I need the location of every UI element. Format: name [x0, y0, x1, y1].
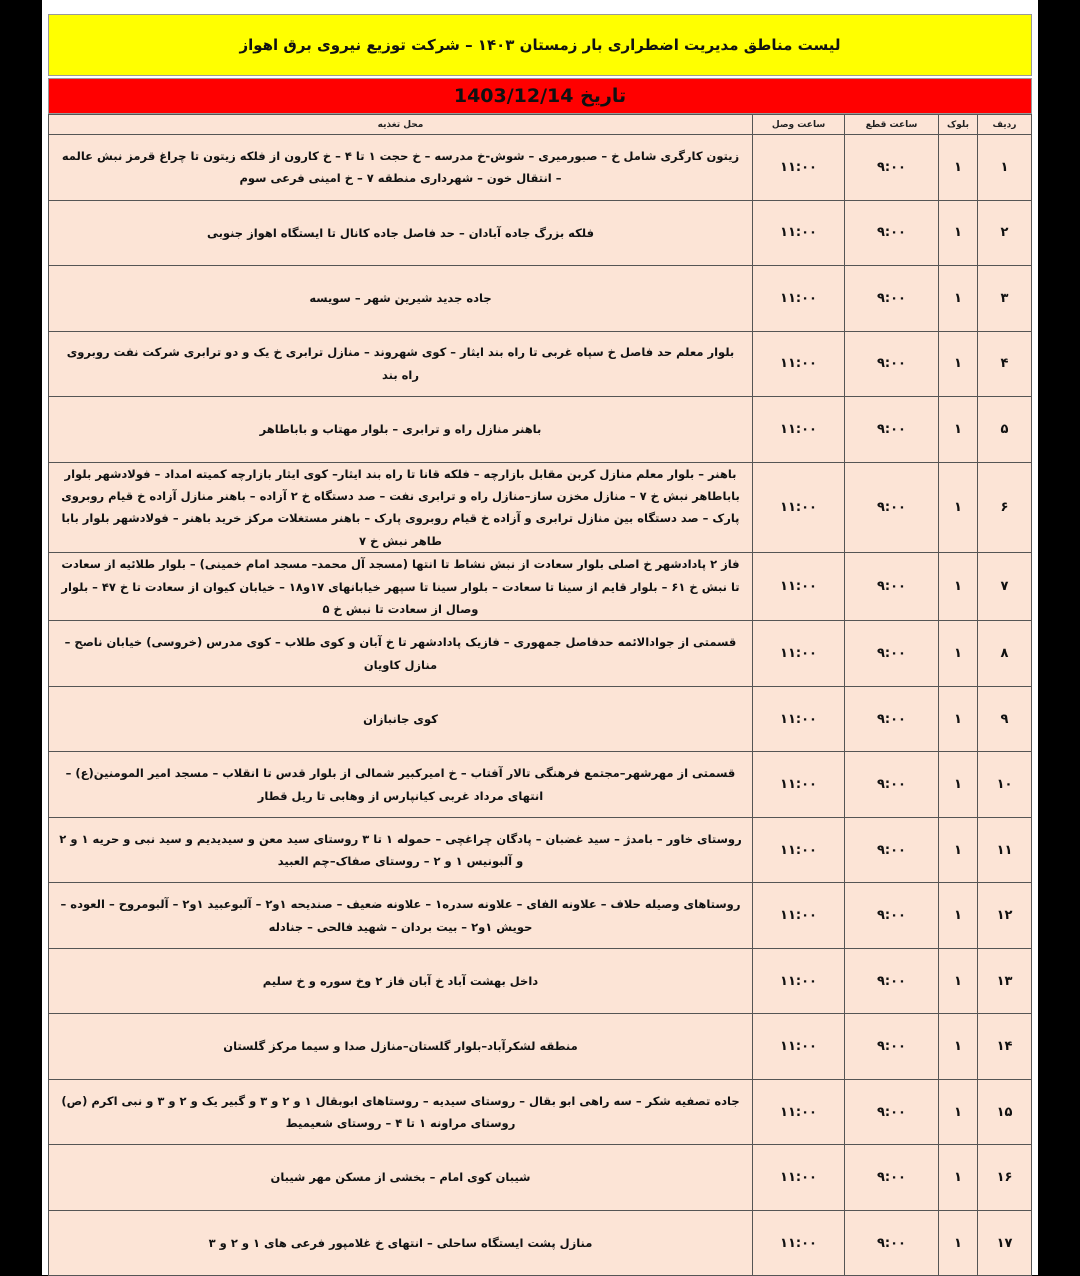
connect-time-cell: ۱۱:۰۰	[753, 331, 845, 397]
row-number-cell: ۳	[978, 266, 1032, 332]
block-cell: ۱	[939, 266, 978, 332]
area-cell: بلوار معلم حد فاصل خ سپاه غربی تا راه بند ایثار – کوی شهروند – منازل ترابری خ یک و دو ترابری شرکت نفت روبروی راه بند	[49, 331, 753, 397]
row-number-cell: ۱	[978, 135, 1032, 201]
connect-time-cell: ۱۱:۰۰	[753, 462, 845, 553]
cut-time-cell: ۹:۰۰	[845, 1079, 939, 1145]
page-title	[48, 14, 1032, 76]
connect-time-cell: ۱۱:۰۰	[753, 266, 845, 332]
block-cell: ۱	[939, 621, 978, 687]
page-title-text: لیست مناطق مدیریت اضطراری بار زمستان ۱۴۰۳ – شرکت توزیع نیروی برق اهواز	[239, 36, 841, 54]
row-number-cell: ۱۶	[978, 1145, 1032, 1211]
row-number-cell: ۸	[978, 621, 1032, 687]
table-row	[49, 948, 1032, 1014]
cut-time-cell: ۹:۰۰	[845, 621, 939, 687]
cut-time-cell: ۹:۰۰	[845, 331, 939, 397]
area-cell: شیبان کوی امام – بخشی از مسکن مهر شیبان	[49, 1145, 753, 1211]
cut-time-cell: ۹:۰۰	[845, 266, 939, 332]
block-cell: ۱	[939, 397, 978, 463]
table-row	[49, 331, 1032, 397]
block-cell: ۱	[939, 1079, 978, 1145]
table-row	[49, 686, 1032, 752]
table-row	[49, 752, 1032, 818]
table-row	[49, 462, 1032, 553]
table-row	[49, 200, 1032, 266]
outage-table	[48, 114, 1032, 1276]
connect-time-cell: ۱۱:۰۰	[753, 553, 845, 621]
row-number-cell: ۱۱	[978, 817, 1032, 883]
connect-time-cell: ۱۱:۰۰	[753, 1145, 845, 1211]
row-number-cell: ۱۲	[978, 883, 1032, 949]
connect-time-cell: ۱۱:۰۰	[753, 1210, 845, 1276]
area-cell: باهنر – بلوار معلم منازل کربن مقابل بازارچه – فلکه قانا تا راه بند ایثار– کوی ایثار بازارچه کمیته امداد – فولادشهر بلوار باباطاهر نبش خ ۷ – منازل مخزن ساز–منازل راه و ترابری نفت – صد دستگاه خ ۲ آزاده – باهنر منازل آزاده خ قیام روبروی پارک – صد دستگاه بین منازل ترابری و آزاده خ قیام روبروی پارک – باهنر مستغلات مرکز خرید باهنر – فولادشهر بلوار بابا طاهر نبش خ ۷	[49, 462, 753, 553]
header-connect-time: ساعت وصل	[753, 115, 845, 135]
table-row	[49, 1210, 1032, 1276]
table-row	[49, 621, 1032, 687]
row-number-cell: ۷	[978, 553, 1032, 621]
connect-time-cell: ۱۱:۰۰	[753, 1014, 845, 1080]
header-cut-time: ساعت قطع	[845, 115, 939, 135]
row-number-cell: ۲	[978, 200, 1032, 266]
table-body	[49, 135, 1032, 1276]
table-row	[49, 883, 1032, 949]
header-block: بلوک	[939, 115, 978, 135]
row-number-cell: ۱۵	[978, 1079, 1032, 1145]
row-number-cell: ۱۰	[978, 752, 1032, 818]
table-row	[49, 397, 1032, 463]
connect-time-cell: ۱۱:۰۰	[753, 1079, 845, 1145]
row-number-cell: ۵	[978, 397, 1032, 463]
header-area: محل تغذیه	[49, 115, 753, 135]
block-cell: ۱	[939, 752, 978, 818]
area-cell: قسمتی از جوادالائمه حدفاصل جمهوری – فازیک پادادشهر تا خ آبان و کوی طلاب – کوی مدرس (خروسی) خیابان ناصح – منازل کاویان	[49, 621, 753, 687]
area-cell: زیتون کارگری شامل خ – صبورمیری – شوش-خ مدرسه – خ حجت ۱ تا ۴ – خ کارون از فلکه زیتون تا چراغ قرمز نبش عالمه – انتقال خون – شهرداری منطقه ۷ – خ امینی فرعی سوم	[49, 135, 753, 201]
table-row	[49, 266, 1032, 332]
table-row	[49, 135, 1032, 201]
date-banner	[48, 78, 1032, 114]
block-cell: ۱	[939, 135, 978, 201]
cut-time-cell: ۹:۰۰	[845, 553, 939, 621]
row-number-cell: ۱۴	[978, 1014, 1032, 1080]
cut-time-cell: ۹:۰۰	[845, 1145, 939, 1211]
area-cell: روستاهای وصیله حلاف – علاونه الفای – علاونه سدره۱ – علاونه ضعیف – صندیحه ۱و۲ – آلبوعبید ۱و۲ – آلبومروح – العوده – حویش ۱و۲ – بیت بردان – شهید فالحی – جنادله	[49, 883, 753, 949]
block-cell: ۱	[939, 331, 978, 397]
date-text: تاریخ 1403/12/14	[453, 85, 627, 107]
connect-time-cell: ۱۱:۰۰	[753, 397, 845, 463]
area-cell: داخل بهشت آباد خ آبان فاز ۲ وخ سوره و خ سلیم	[49, 948, 753, 1014]
connect-time-cell: ۱۱:۰۰	[753, 752, 845, 818]
connect-time-cell: ۱۱:۰۰	[753, 686, 845, 752]
area-cell: فلکه بزرگ جاده آبادان – حد فاصل جاده کانال تا ایستگاه اهواز جنوبی	[49, 200, 753, 266]
block-cell: ۱	[939, 1210, 978, 1276]
table-row	[49, 553, 1032, 621]
table-row	[49, 1079, 1032, 1145]
area-cell: قسمتی از مهرشهر–مجتمع فرهنگی تالار آفتاب – خ امیرکبیر شمالی از بلوار قدس تا انقلاب – مسجد امیر المومنین(ع) – انتهای مرداد غربی کیانپارس از وهابی تا ریل قطار	[49, 752, 753, 818]
cut-time-cell: ۹:۰۰	[845, 397, 939, 463]
block-cell: ۱	[939, 1145, 978, 1211]
area-cell: جاده جدید شیرین شهر – سویسه	[49, 266, 753, 332]
area-cell: روستای خاور – بامدژ – سید غضبان – پادگان چراغچی – حموله ۱ تا ۳ روستای سید معن و سیدیدیم و سید نبی و حریه ۱ و ۲ و آلبونیس ۱ و ۲ – روستای صفاک–چم العبید	[49, 817, 753, 883]
block-cell: ۱	[939, 686, 978, 752]
block-cell: ۱	[939, 817, 978, 883]
connect-time-cell: ۱۱:۰۰	[753, 948, 845, 1014]
row-number-cell: ۶	[978, 462, 1032, 553]
block-cell: ۱	[939, 462, 978, 553]
block-cell: ۱	[939, 883, 978, 949]
cut-time-cell: ۹:۰۰	[845, 948, 939, 1014]
area-cell: منازل پشت ایستگاه ساحلی – انتهای خ غلامپور فرعی های ۱ و ۲ و ۳	[49, 1210, 753, 1276]
area-cell: منطقه لشکرآباد–بلوار گلستان–منازل صدا و سیما مرکز گلستان	[49, 1014, 753, 1080]
block-cell: ۱	[939, 200, 978, 266]
block-cell: ۱	[939, 948, 978, 1014]
table-row	[49, 817, 1032, 883]
row-number-cell: ۱۷	[978, 1210, 1032, 1276]
cut-time-cell: ۹:۰۰	[845, 752, 939, 818]
cut-time-cell: ۹:۰۰	[845, 462, 939, 553]
row-number-cell: ۴	[978, 331, 1032, 397]
cut-time-cell: ۹:۰۰	[845, 200, 939, 266]
block-cell: ۱	[939, 553, 978, 621]
connect-time-cell: ۱۱:۰۰	[753, 883, 845, 949]
cut-time-cell: ۹:۰۰	[845, 1210, 939, 1276]
table-header-row	[49, 115, 1032, 135]
area-cell: کوی جانبازان	[49, 686, 753, 752]
cut-time-cell: ۹:۰۰	[845, 817, 939, 883]
connect-time-cell: ۱۱:۰۰	[753, 817, 845, 883]
table-row	[49, 1145, 1032, 1211]
block-cell: ۱	[939, 1014, 978, 1080]
connect-time-cell: ۱۱:۰۰	[753, 135, 845, 201]
row-number-cell: ۹	[978, 686, 1032, 752]
schedule-sheet	[42, 0, 1038, 1275]
connect-time-cell: ۱۱:۰۰	[753, 621, 845, 687]
header-row-number: ردیف	[978, 115, 1032, 135]
row-number-cell: ۱۳	[978, 948, 1032, 1014]
area-cell: فاز ۲ پادادشهر خ اصلی بلوار سعادت از نبش نشاط تا انتها (مسجد آل محمد– مسجد امام خمینی) – بلوار طلائیه از سعادت تا نبش خ ۶۱ – بلوار قایم از سینا تا سعادت – بلوار سینا تا سپهر خیابانهای ۱۷و۱۸ – خیابان کیوان از سعادت تا خ ۴۷ – بلوار وصال از سعادت تا نبش خ ۵	[49, 553, 753, 621]
cut-time-cell: ۹:۰۰	[845, 686, 939, 752]
cut-time-cell: ۹:۰۰	[845, 135, 939, 201]
area-cell: باهنر منازل راه و ترابری – بلوار مهتاب و باباطاهر	[49, 397, 753, 463]
area-cell: جاده تصفیه شکر – سه راهی ابو بقال – روستای سیدیه – روستاهای ابوبقال ۱ و ۲ و ۳ و گبیر یک و ۲ و ۳ و نبی اکرم (ص) روستای مراونه ۱ تا ۴ – روستای شعیمیط	[49, 1079, 753, 1145]
table-row	[49, 1014, 1032, 1080]
connect-time-cell: ۱۱:۰۰	[753, 200, 845, 266]
cut-time-cell: ۹:۰۰	[845, 883, 939, 949]
cut-time-cell: ۹:۰۰	[845, 1014, 939, 1080]
